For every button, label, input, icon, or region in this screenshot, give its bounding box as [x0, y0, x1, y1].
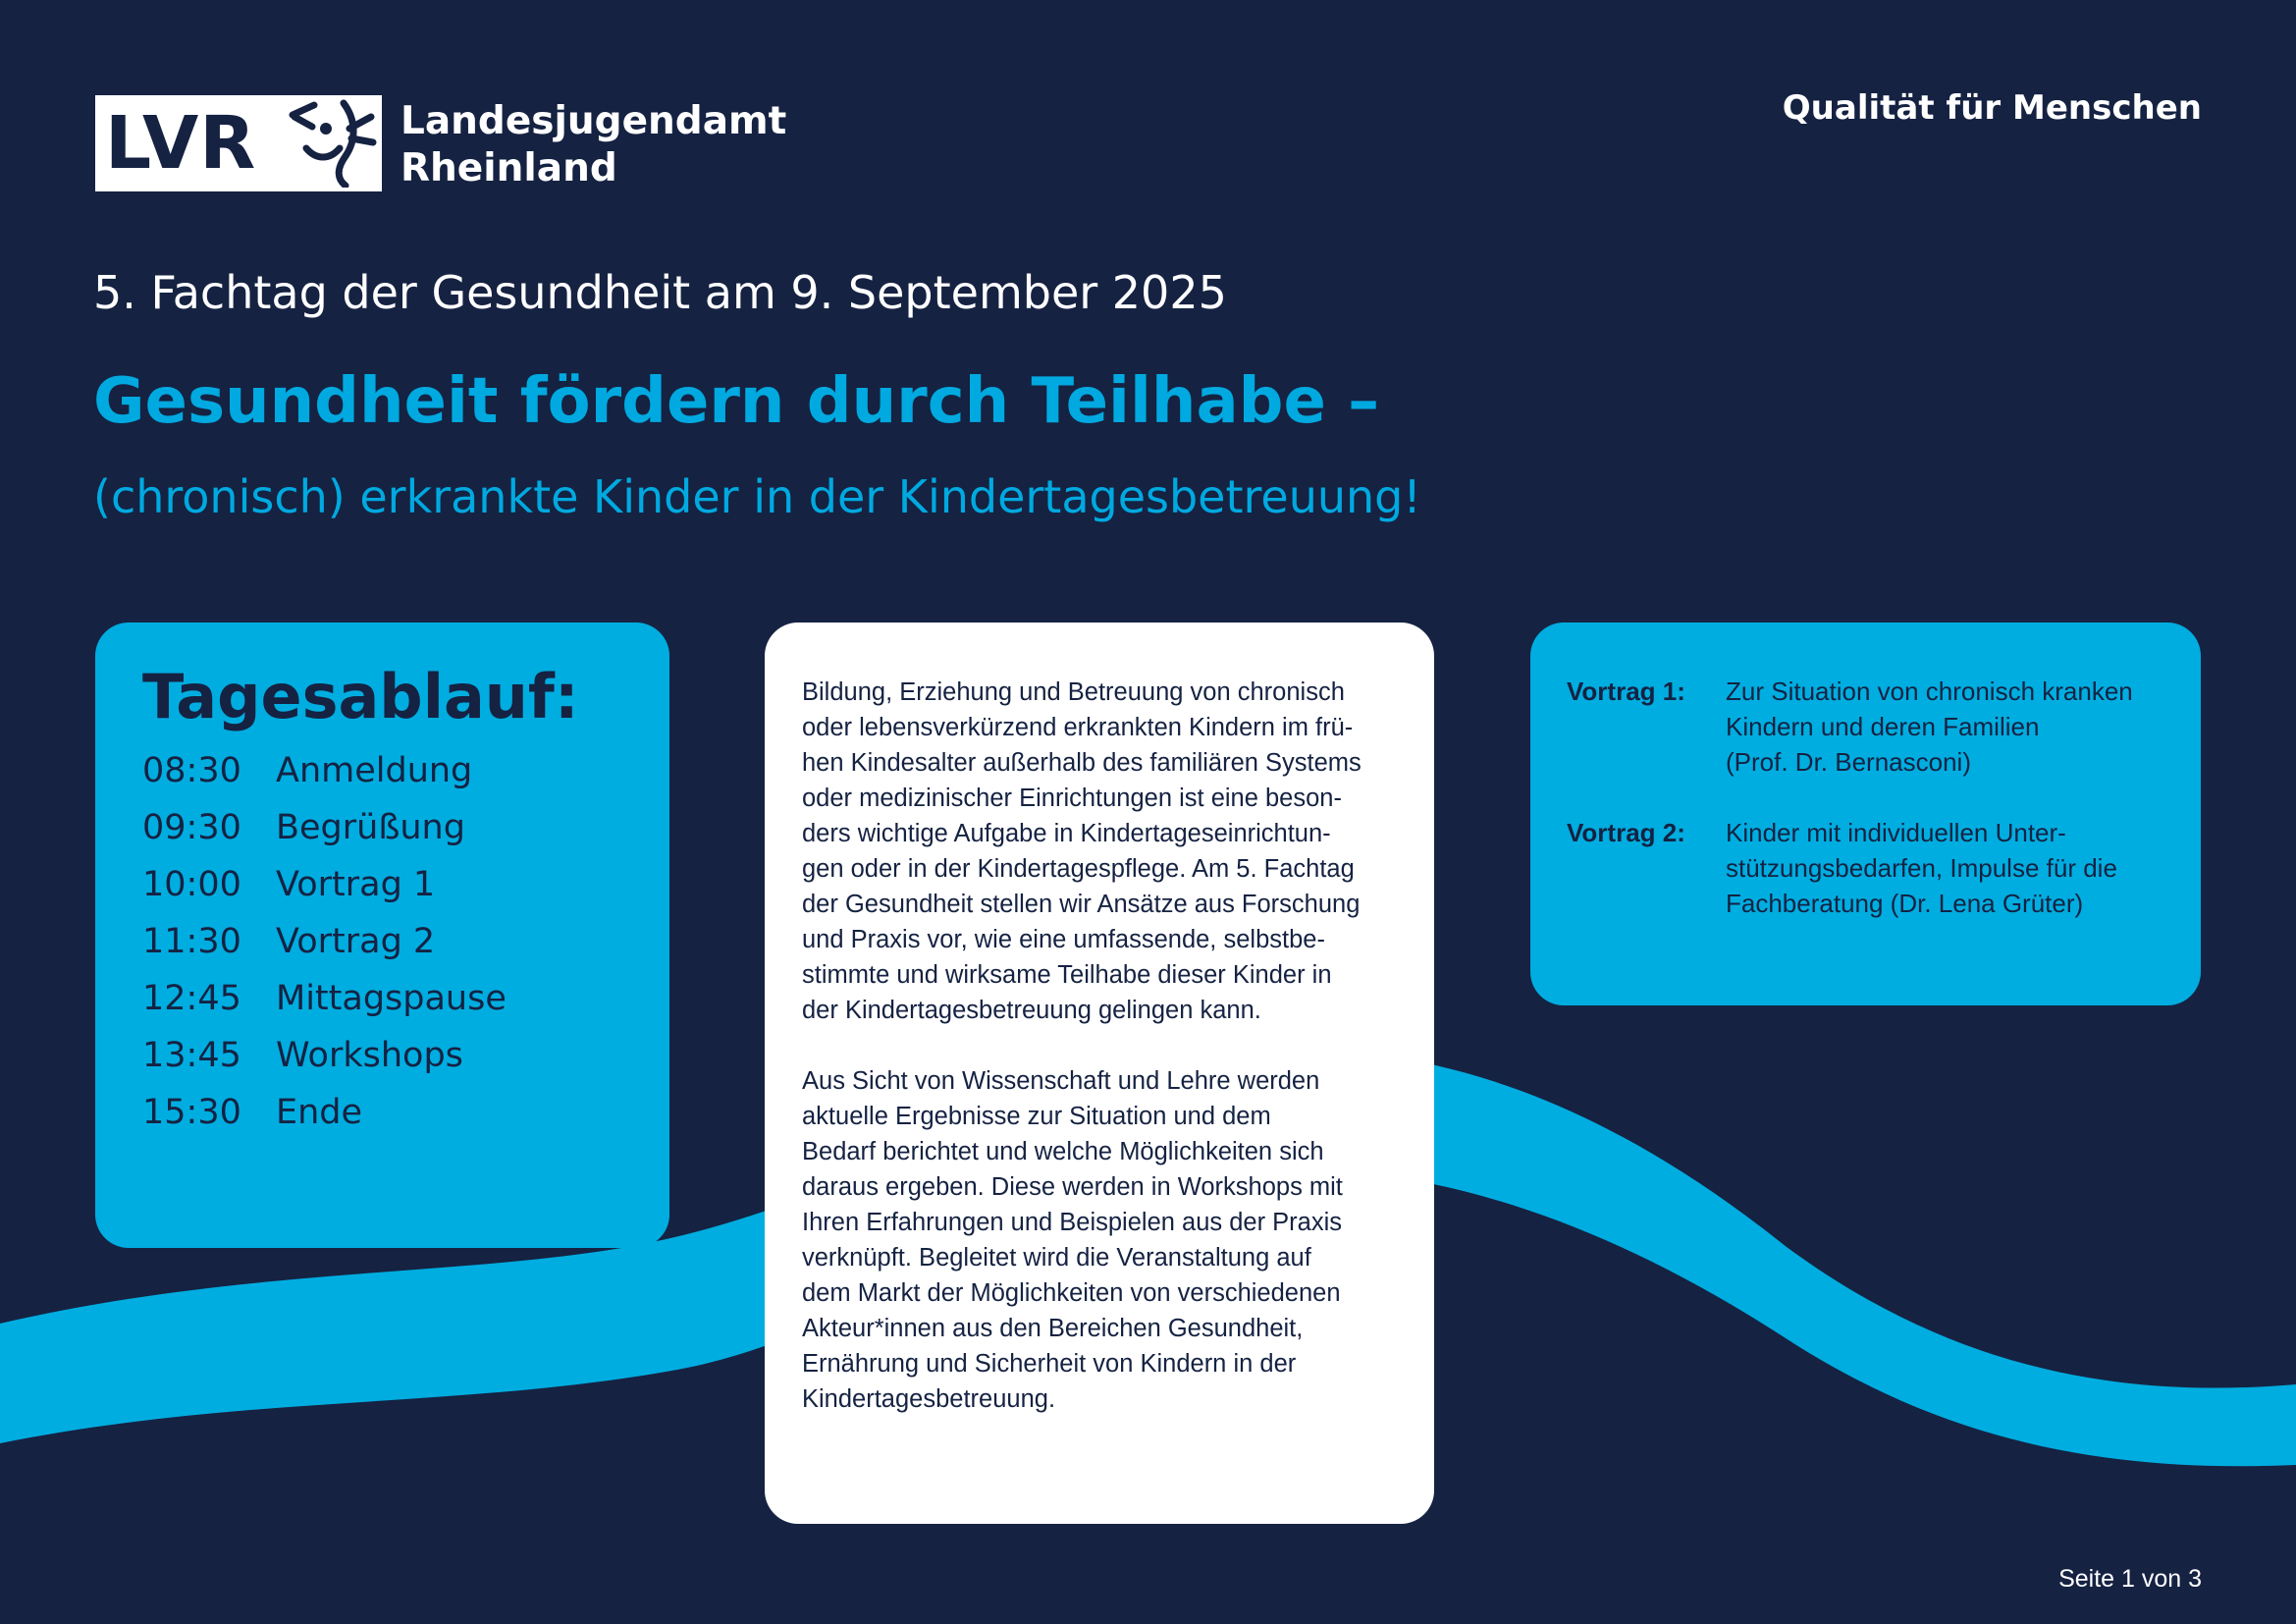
schedule-row — [142, 1027, 669, 1084]
schedule-time: 15:30 — [142, 1093, 241, 1132]
text-line: verknüpft. Begleitet wird die Veranstaltung auf — [802, 1244, 1311, 1272]
lvr-face-icon — [285, 99, 378, 188]
schedule-row — [142, 742, 669, 799]
schedule-label: Anmeldung — [276, 751, 473, 790]
talk-row — [1567, 815, 2181, 921]
schedule-time: 08:30 — [142, 751, 241, 790]
text-line: Bedarf berichtet und welche Möglichkeiten sich — [802, 1138, 1324, 1165]
schedule-row — [142, 913, 669, 970]
text-line: Ernährung und Sicherheit von Kindern in der — [802, 1350, 1297, 1378]
sub-title: (chronisch) erkrankte Kinder in der Kindertagesbetreuung! — [93, 470, 1421, 523]
schedule-time: 10:00 — [142, 865, 241, 904]
text-line: Akteur*innen aus den Bereichen Gesundheit, — [802, 1315, 1304, 1342]
schedule-time: 09:30 — [142, 808, 241, 847]
org-name-line1: Landesjugendamt — [400, 99, 787, 143]
schedule-title: Tagesablauf: — [142, 661, 579, 732]
schedule-row — [142, 799, 669, 856]
text-line: Kindertagesbetreuung. — [802, 1385, 1056, 1413]
schedule-label: Vortrag 2 — [276, 922, 436, 961]
schedule-label: Mittagspause — [276, 979, 507, 1018]
talk-description — [1726, 674, 2133, 780]
text-line: stimmte und wirksame Teilhabe dieser Kinder in — [802, 961, 1332, 989]
text-line: ders wichtige Aufgabe in Kindertageseinrichtun- — [802, 820, 1331, 847]
description-paragraph-1 — [802, 675, 1405, 1028]
text-line: Fachberatung (Dr. Lena Grüter) — [1726, 889, 2084, 918]
schedule-row — [142, 1084, 669, 1141]
description-card — [765, 623, 1434, 1524]
text-line: stützungsbedarfen, Impulse für die — [1726, 853, 2117, 883]
description-paragraph-2 — [802, 1063, 1405, 1417]
logo-mark: LVR — [105, 101, 257, 186]
page-number: Seite 1 von 3 — [2058, 1565, 2202, 1593]
talk-label: Vortrag 2: — [1567, 818, 1685, 847]
text-line: daraus ergeben. Diese werden in Workshops mit — [802, 1173, 1343, 1201]
schedule-label: Workshops — [276, 1036, 463, 1075]
org-name-line2: Rheinland — [400, 146, 617, 190]
text-line: der Kindertagesbetreuung gelingen kann. — [802, 997, 1261, 1024]
schedule-label: Begrüßung — [276, 808, 465, 847]
text-line: (Prof. Dr. Bernasconi) — [1726, 747, 1971, 777]
tagline: Qualität für Menschen — [1782, 88, 2202, 128]
schedule-time: 11:30 — [142, 922, 241, 961]
schedule-label: Ende — [276, 1093, 363, 1132]
text-line: aktuelle Ergebnisse zur Situation und dem — [802, 1103, 1271, 1130]
text-line: Aus Sicht von Wissenschaft und Lehre werden — [802, 1067, 1320, 1095]
text-line: Kinder mit individuellen Unter- — [1726, 818, 2066, 847]
lvr-logo — [95, 95, 382, 191]
schedule-label: Vortrag 1 — [276, 865, 436, 904]
text-line: oder lebensverkürzend erkrankten Kindern im frü- — [802, 714, 1354, 741]
text-line: dem Markt der Möglichkeiten von verschiedenen — [802, 1279, 1341, 1307]
schedule-time: 12:45 — [142, 979, 241, 1018]
text-line: Ihren Erfahrungen und Beispielen aus der Praxis — [802, 1209, 1343, 1236]
main-title: Gesundheit fördern durch Teilhabe – — [93, 365, 1380, 438]
text-line: und Praxis vor, wie eine umfassende, selbstbe- — [802, 926, 1325, 953]
org-name — [400, 98, 786, 192]
text-line: Bildung, Erziehung und Betreuung von chronisch — [802, 678, 1345, 706]
event-date-line: 5. Fachtag der Gesundheit am 9. September 2025 — [93, 266, 1227, 319]
text-line: oder medizinischer Einrichtungen ist eine beson- — [802, 785, 1342, 812]
talk-row — [1567, 674, 2181, 780]
schedule-time: 13:45 — [142, 1036, 241, 1075]
schedule-card — [95, 623, 669, 1248]
text-line: gen oder in der Kindertagespflege. Am 5. Fachtag — [802, 855, 1355, 883]
text-line: hen Kindesalter außerhalb des familiären Systems — [802, 749, 1362, 777]
text-line: Kindern und deren Familien — [1726, 712, 2040, 741]
text-line: der Gesundheit stellen wir Ansätze aus Forschung — [802, 891, 1361, 918]
talk-description — [1726, 815, 2117, 921]
text-line: Zur Situation von chronisch kranken — [1726, 677, 2133, 706]
talk-label: Vortrag 1: — [1567, 677, 1685, 706]
schedule-row — [142, 856, 669, 913]
schedule-row — [142, 970, 669, 1027]
talks-card — [1530, 623, 2201, 1005]
